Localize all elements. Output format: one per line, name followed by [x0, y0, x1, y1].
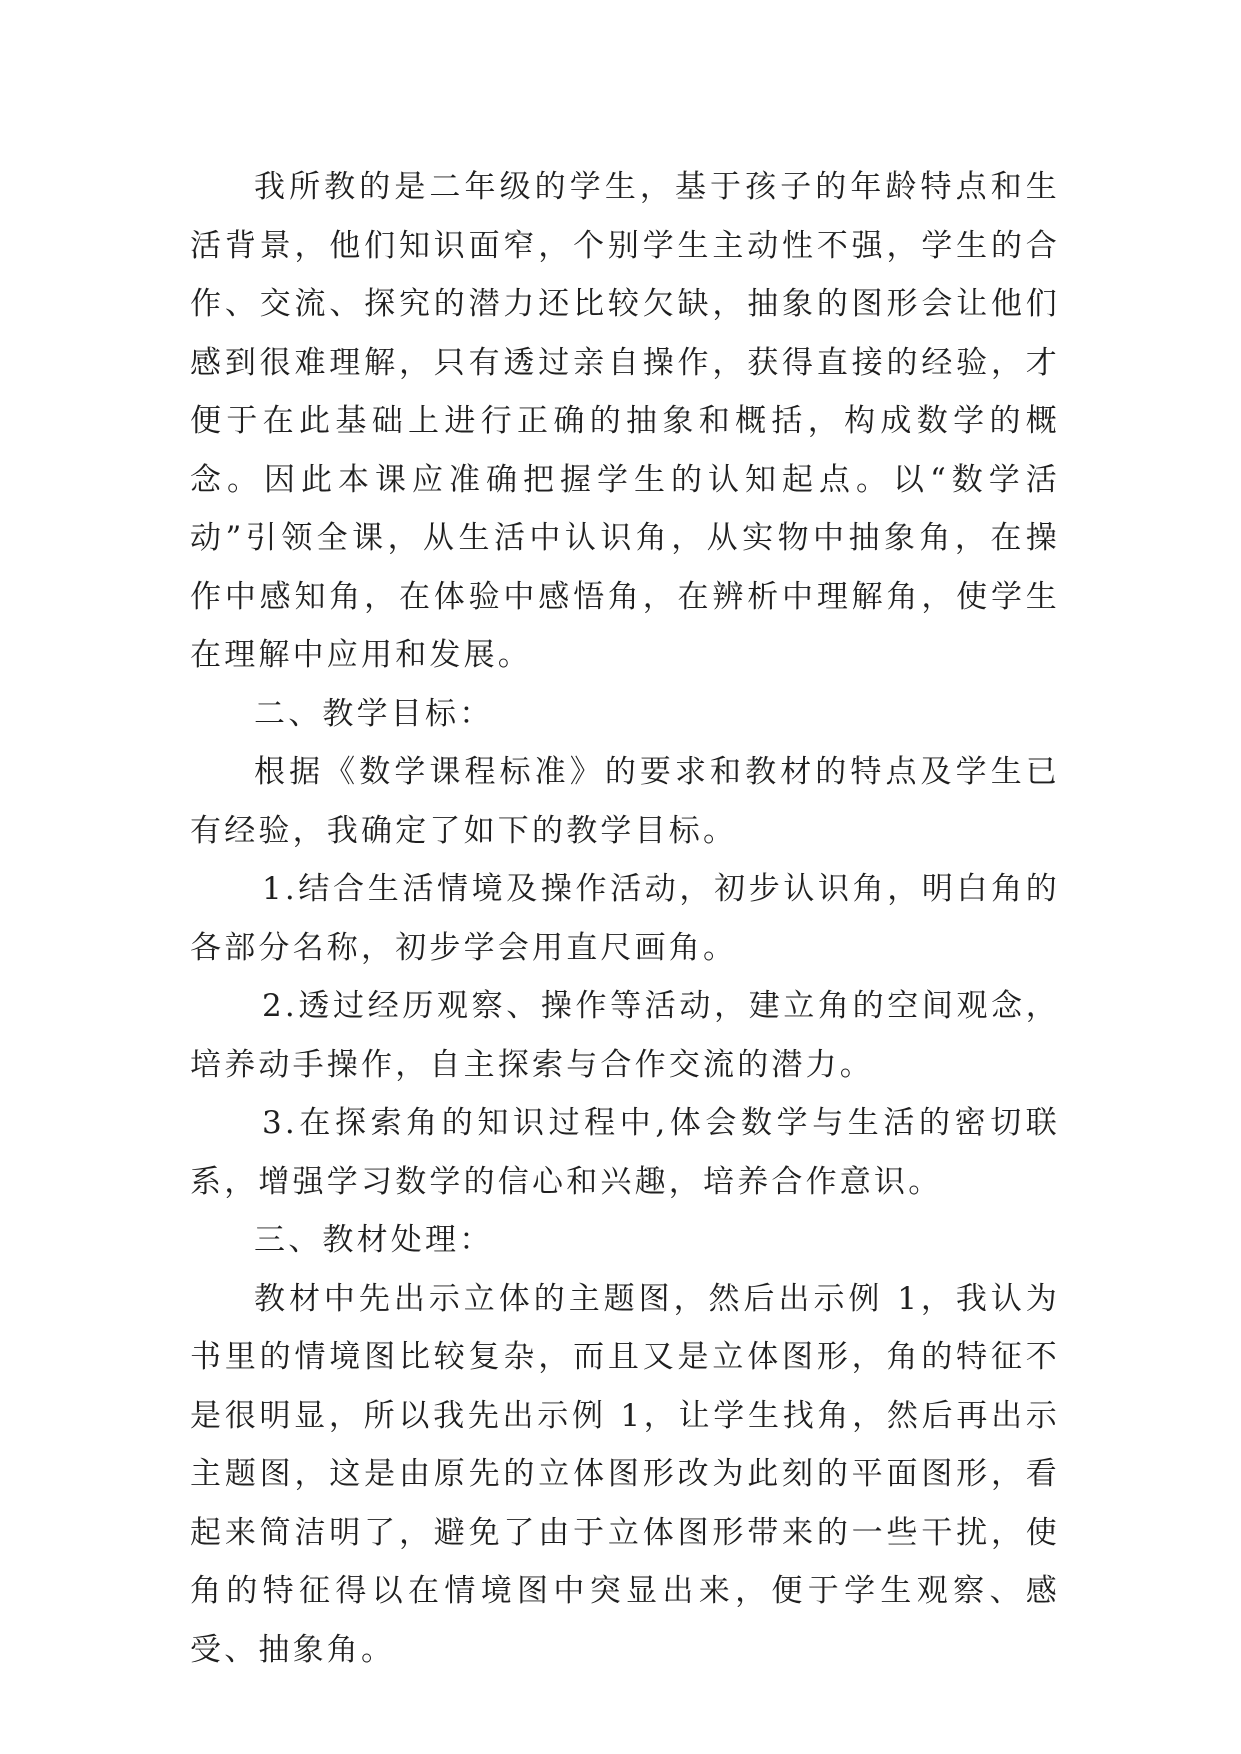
paragraph-material-handling: 教材中先出示立体的主题图，然后出示例 1，我认为书里的情境图比较复杂，而且又是立体图形，角的特征不是很明显，所以我先出示例 1，让学生找角，然后再出示主题图，这是由原先的立体图形改为此刻的平面图形，看起来简洁明了，避免了由于立体图形带来的一些干扰，使角的特征得以在情境图中突显出来，便于学生观察、感受、抽象角。	[190, 1280, 1060, 1668]
document-body	[190, 158, 1060, 1679]
paragraph-goals-intro: 根据《数学课程标准》的要求和教材的特点及学生已有经验，我确定了如下的教学目标。	[190, 754, 1060, 849]
goal-item-2: 2.透过经历观察、操作等活动，建立角的空间观念，培养动手操作，自主探索与合作交流的潜力。	[190, 988, 1060, 1083]
paragraph-student-background: 我所教的是二年级的学生，基于孩子的年龄特点和生活背景，他们知识面窄，个别学生主动性不强，学生的合作、交流、探究的潜力还比较欠缺，抽象的图形会让他们感到很难理解，只有透过亲自操作，获得直接的经验，才便于在此基础上进行正确的抽象和概括，构成数学的概念。因此本课应准确把握学生的认知起点。以“数学活动”引领全课，从生活中认识角，从实物中抽象角，在操作中感知角，在体验中感悟角，在辨析中理解角，使学生在理解中应用和发展。	[190, 169, 1060, 673]
heading-material-handling: 三、教材处理：	[254, 1222, 494, 1258]
goal-item-1: 1.结合生活情境及操作活动，初步认识角，明白角的各部分名称，初步学会用直尺画角。	[190, 871, 1060, 966]
goal-item-3: 3.在探索角的知识过程中,体会数学与生活的密切联系，增强学习数学的信心和兴趣，培养合作意识。	[190, 1105, 1060, 1200]
heading-teaching-goals: 二、教学目标：	[254, 695, 494, 732]
